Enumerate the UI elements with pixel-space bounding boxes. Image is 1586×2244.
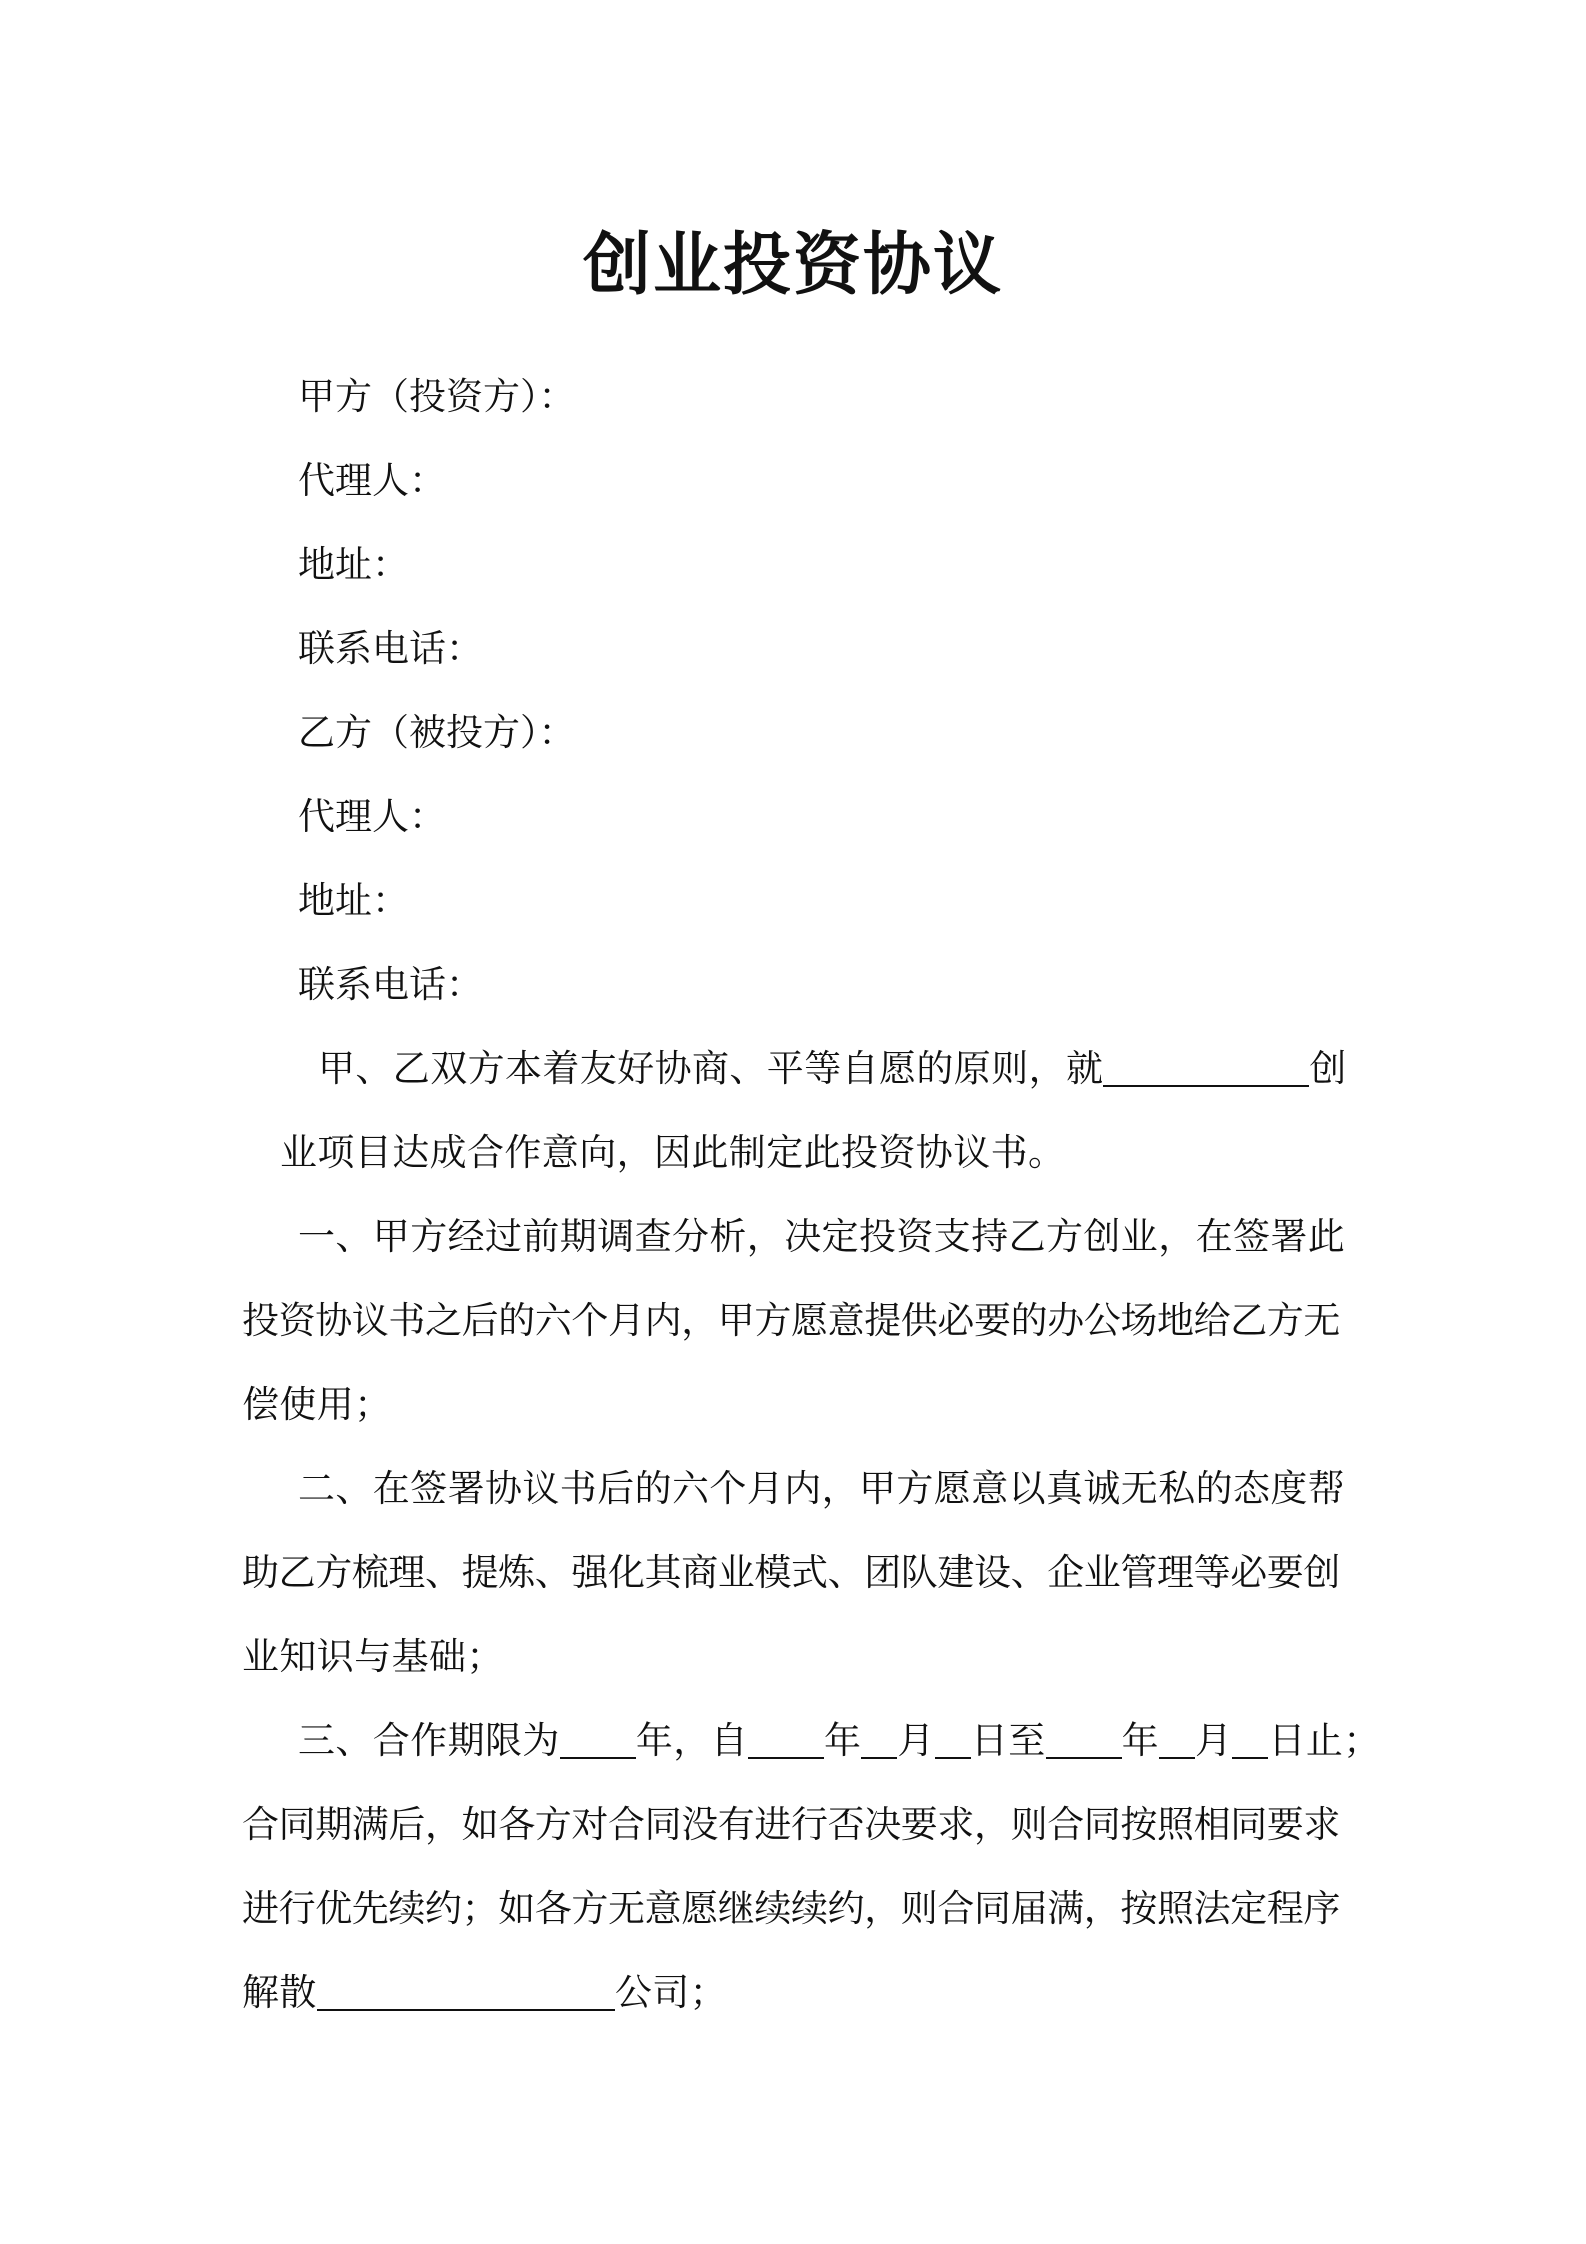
clause-3-line-2: 合同期满后，如各方对合同没有进行否决要求，则合同按照相同要求 — [242, 1803, 1340, 1846]
company-label: 公司； — [614, 1971, 728, 2014]
intro-text-a: 甲、乙双方本着友好协商、平等自愿的原则，就 — [318, 1047, 1104, 1090]
month-label: 月 — [897, 1719, 935, 1762]
start-day-blank — [935, 1719, 971, 1759]
end-month-label: 月 — [1195, 1719, 1233, 1762]
clause-1-line-3: 偿使用； — [242, 1383, 392, 1426]
company-name-blank — [317, 1971, 615, 2011]
end-month-blank — [1159, 1719, 1195, 1759]
clause-2-line-2: 助乙方梳理、提炼、强化其商业模式、团队建设、企业管理等必要创 — [242, 1551, 1340, 1594]
end-year-blank — [1046, 1719, 1122, 1759]
dissolve-label: 解散 — [242, 1971, 317, 2014]
end-label: 日止； — [1268, 1719, 1381, 1762]
from-label: 年，自 — [635, 1719, 749, 1762]
document-title: 创业投资协议 — [582, 226, 1003, 305]
clause-1-line-1: 一、甲方经过前期调查分析，决定投资支持乙方创业，在签署此 — [298, 1215, 1346, 1258]
clause-3-line-3: 进行优先续约；如各方无意愿继续续约，则合同届满，按照法定程序 — [242, 1887, 1340, 1930]
clause-2-line-3: 业知识与基础； — [242, 1635, 504, 1678]
start-year-blank — [748, 1719, 824, 1759]
party-a-agent-label: 代理人： — [298, 459, 446, 502]
intro-text-b: 创 — [1309, 1047, 1347, 1090]
end-year-label: 年 — [1121, 1719, 1160, 1762]
start-month-blank — [861, 1719, 897, 1759]
end-day-blank — [1232, 1719, 1268, 1759]
to-label: 日至 — [970, 1719, 1046, 1762]
party-b-agent-label: 代理人： — [298, 795, 446, 838]
clause-3-line-1 — [298, 1716, 1381, 1766]
clause-1-line-2: 投资协议书之后的六个月内，甲方愿意提供必要的办公场地给乙方无 — [242, 1299, 1340, 1342]
party-b-phone-label: 联系电话： — [298, 963, 483, 1006]
intro-line-1 — [318, 1044, 1347, 1094]
party-b-address-label: 地址： — [298, 879, 409, 922]
party-b-heading: 乙方（被投方）： — [298, 711, 576, 754]
clause-3-line-4 — [242, 1968, 727, 2018]
project-name-blank — [1103, 1047, 1309, 1087]
party-a-phone-label: 联系电话： — [298, 627, 483, 670]
term-label: 三、合作期限为 — [298, 1719, 560, 1762]
year-label: 年 — [824, 1719, 862, 1762]
intro-line-2: 业项目达成合作意向，因此制定此投资协议书。 — [280, 1131, 1066, 1174]
party-a-address-label: 地址： — [298, 543, 409, 586]
term-years-blank — [560, 1719, 636, 1759]
clause-2-line-1: 二、在签署协议书后的六个月内，甲方愿意以真诚无私的态度帮 — [298, 1467, 1346, 1510]
party-a-heading: 甲方（投资方）： — [298, 375, 576, 418]
